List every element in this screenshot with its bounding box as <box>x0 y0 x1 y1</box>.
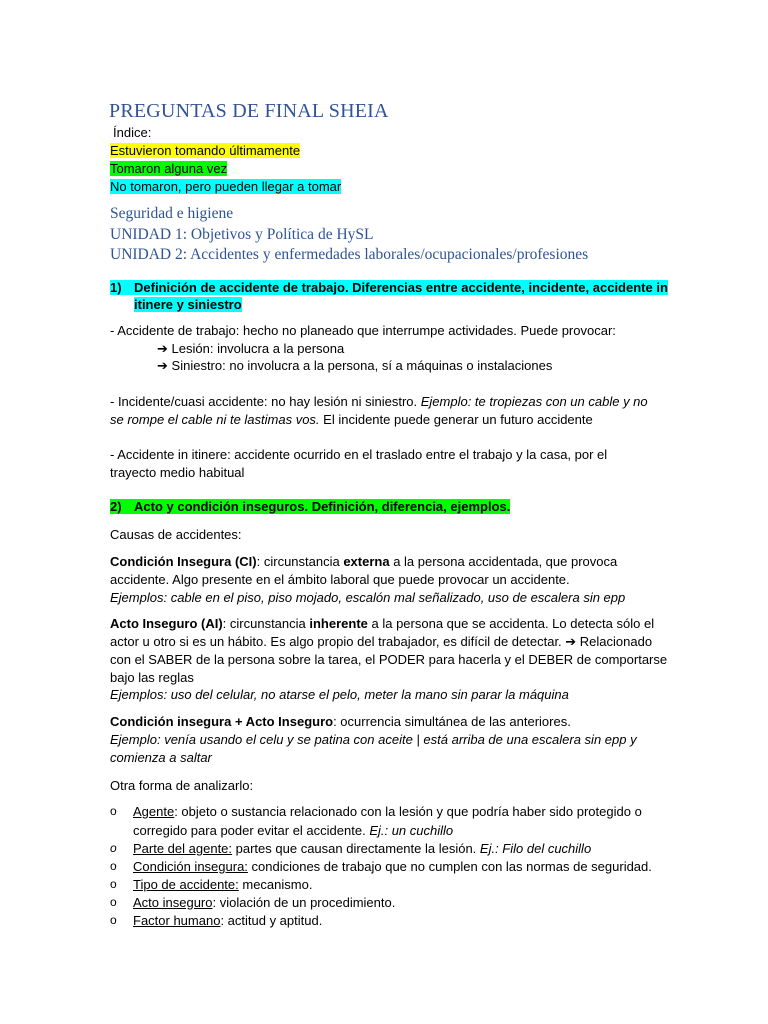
bullet-icon: o <box>110 895 117 909</box>
causas-label: Causas de accidentes: <box>110 527 242 542</box>
question-2-number: 2) <box>110 499 122 514</box>
document-title: PREGUNTAS DE FINAL SHEIA <box>109 100 389 122</box>
incidente-example-a: Ejemplo: te tropiezas con un cable y no <box>420 394 648 409</box>
ai-text-b: a la persona que se accidenta. Lo detecta sólo el <box>367 616 655 631</box>
agente-text-2: corregido para poder evitar el accidente. <box>133 823 370 838</box>
combo-line-1 <box>110 713 571 731</box>
section-heading: Seguridad e higiene <box>110 205 234 222</box>
unit-2-heading: UNIDAD 2: Accidentes y enfermedades laborales/ocupacionales/profesiones <box>110 246 589 263</box>
list-item-condicion <box>133 858 652 876</box>
index-item-sometime <box>110 160 227 178</box>
accidente-lesion-text: Lesión: involucra a la persona <box>171 341 345 356</box>
accidente-siniestro-text: Siniestro: no involucra a la persona, sí a máquinas o instalaciones <box>171 358 553 373</box>
index-item-recent-text: Estuvieron tomando últimamente <box>110 143 301 158</box>
list-item-tipo <box>133 876 312 894</box>
list-item-factor <box>133 912 322 930</box>
index-item-never <box>110 178 341 196</box>
index-item-recent <box>110 142 300 160</box>
incidente-note: El incidente puede generar un futuro accidente <box>319 412 593 427</box>
ai-line-1 <box>110 615 654 633</box>
bullet-icon: o <box>110 804 117 818</box>
ci-bold: externa <box>343 554 390 569</box>
accidente-siniestro <box>157 357 552 375</box>
parte-example: Ej.: Filo del cuchillo <box>479 841 592 856</box>
unit-1-heading: UNIDAD 1: Objetivos y Política de HySL <box>110 226 374 243</box>
incidente-line-1 <box>110 393 648 411</box>
question-2 <box>110 499 510 514</box>
agente-label: Agente <box>133 804 175 819</box>
ai-example: Ejemplos: uso del celular, no atarse el pelo, meter la mano sin parar la máquina <box>110 687 569 702</box>
ai-line-4: bajo las reglas <box>110 670 194 685</box>
question-1-line-2: itinere y siniestro <box>134 297 242 312</box>
combo-text: : ocurrencia simultánea de las anteriores. <box>333 714 571 729</box>
bullet-icon: o <box>110 877 117 891</box>
ci-label: Condición Insegura (CI) <box>110 554 257 569</box>
arrow-icon: ➔ <box>157 358 168 373</box>
acto-label: Acto inseguro <box>133 895 213 910</box>
list-item-parte <box>133 840 591 858</box>
ai-label: Acto Inseguro (AI) <box>110 616 223 631</box>
combo-example-1: Ejemplo: venía usando el celu y se patina con aceite | está arriba de una escalera sin epp y <box>110 732 637 747</box>
ai-bold: inherente <box>309 616 368 631</box>
factor-label: Factor humano <box>133 913 221 928</box>
question-1 <box>110 280 668 295</box>
ci-line-2: accidente. Algo presente en el ámbito laboral que puede provocar un accidente. <box>110 572 570 587</box>
condicion-text: condiciones de trabajo que no cumplen con las normas de seguridad. <box>247 859 652 874</box>
parte-label: Parte del agente: <box>133 841 233 856</box>
ci-example: Ejemplos: cable en el piso, piso mojado, escalón mal señalizado, uso de escalera sin epp <box>110 590 626 605</box>
question-1-line-1: Definición de accidente de trabajo. Diferencias entre accidente, incidente, accidente in <box>134 280 668 295</box>
index-item-never-text: No tomaron, pero pueden llegar a tomar <box>110 179 342 194</box>
incidente-example-b: se rompe el cable ni te lastimas vos. <box>110 412 320 427</box>
parte-text: partes que causan directamente la lesión. <box>232 841 480 856</box>
acto-text: : violación de un procedimiento. <box>212 895 396 910</box>
tipo-label: Tipo de accidente: <box>133 877 239 892</box>
agente-text: : objeto o sustancia relacionado con la lesión y que podría haber sido protegido o <box>174 804 642 819</box>
question-2-text: Acto y condición inseguros. Definición, diferencia, ejemplos. <box>134 499 511 514</box>
list-item-acto <box>133 894 395 912</box>
ai-line-3: con el SABER de la persona sobre la tarea, el PODER para hacerla y el DEBER de comportarse <box>110 652 668 667</box>
list-item-agente-cont <box>133 822 453 840</box>
accidente-intro: - Accidente de trabajo: hecho no planeado que interrumpe actividades. Puede provocar: <box>110 323 616 338</box>
ci-text-b: a la persona accidentada, que provoca <box>389 554 618 569</box>
itinere-line-1: - Accidente in itinere: accidente ocurrido en el traslado entre el trabajo y la casa, por el <box>110 447 608 462</box>
ai-line-2: actor u otro si es un hábito. Es algo propio del trabajador, es difícil de detectar. ➔ Relacionado <box>110 634 653 649</box>
tipo-text: mecanismo. <box>238 877 313 892</box>
incidente-definition: - Incidente/cuasi accidente: no hay lesión ni siniestro. <box>110 394 421 409</box>
ci-line-1 <box>110 553 617 571</box>
bullet-icon: o <box>110 913 117 927</box>
list-item-agente <box>133 803 642 821</box>
combo-label: Condición insegura + Acto Inseguro <box>110 714 334 729</box>
index-label: Índice: <box>113 125 152 140</box>
bullet-icon: o <box>110 841 117 855</box>
accidente-lesion <box>157 340 344 358</box>
ai-text-a: : circunstancia <box>222 616 310 631</box>
agente-example: Ej.: un cuchillo <box>369 823 454 838</box>
combo-example-2: comienza a saltar <box>110 750 212 765</box>
itinere-line-2: trayecto medio habitual <box>110 465 245 480</box>
incidente-line-2 <box>110 411 593 429</box>
index-item-sometime-text: Tomaron alguna vez <box>110 161 228 176</box>
condicion-label: Condición insegura: <box>133 859 248 874</box>
arrow-icon: ➔ <box>157 341 168 356</box>
ci-text-a: : circunstancia <box>256 554 344 569</box>
factor-text: : actitud y aptitud. <box>220 913 323 928</box>
bullet-icon: o <box>110 859 117 873</box>
question-1-cont <box>134 297 242 312</box>
otra-forma-label: Otra forma de analizarlo: <box>110 778 254 793</box>
question-1-number: 1) <box>110 280 122 295</box>
